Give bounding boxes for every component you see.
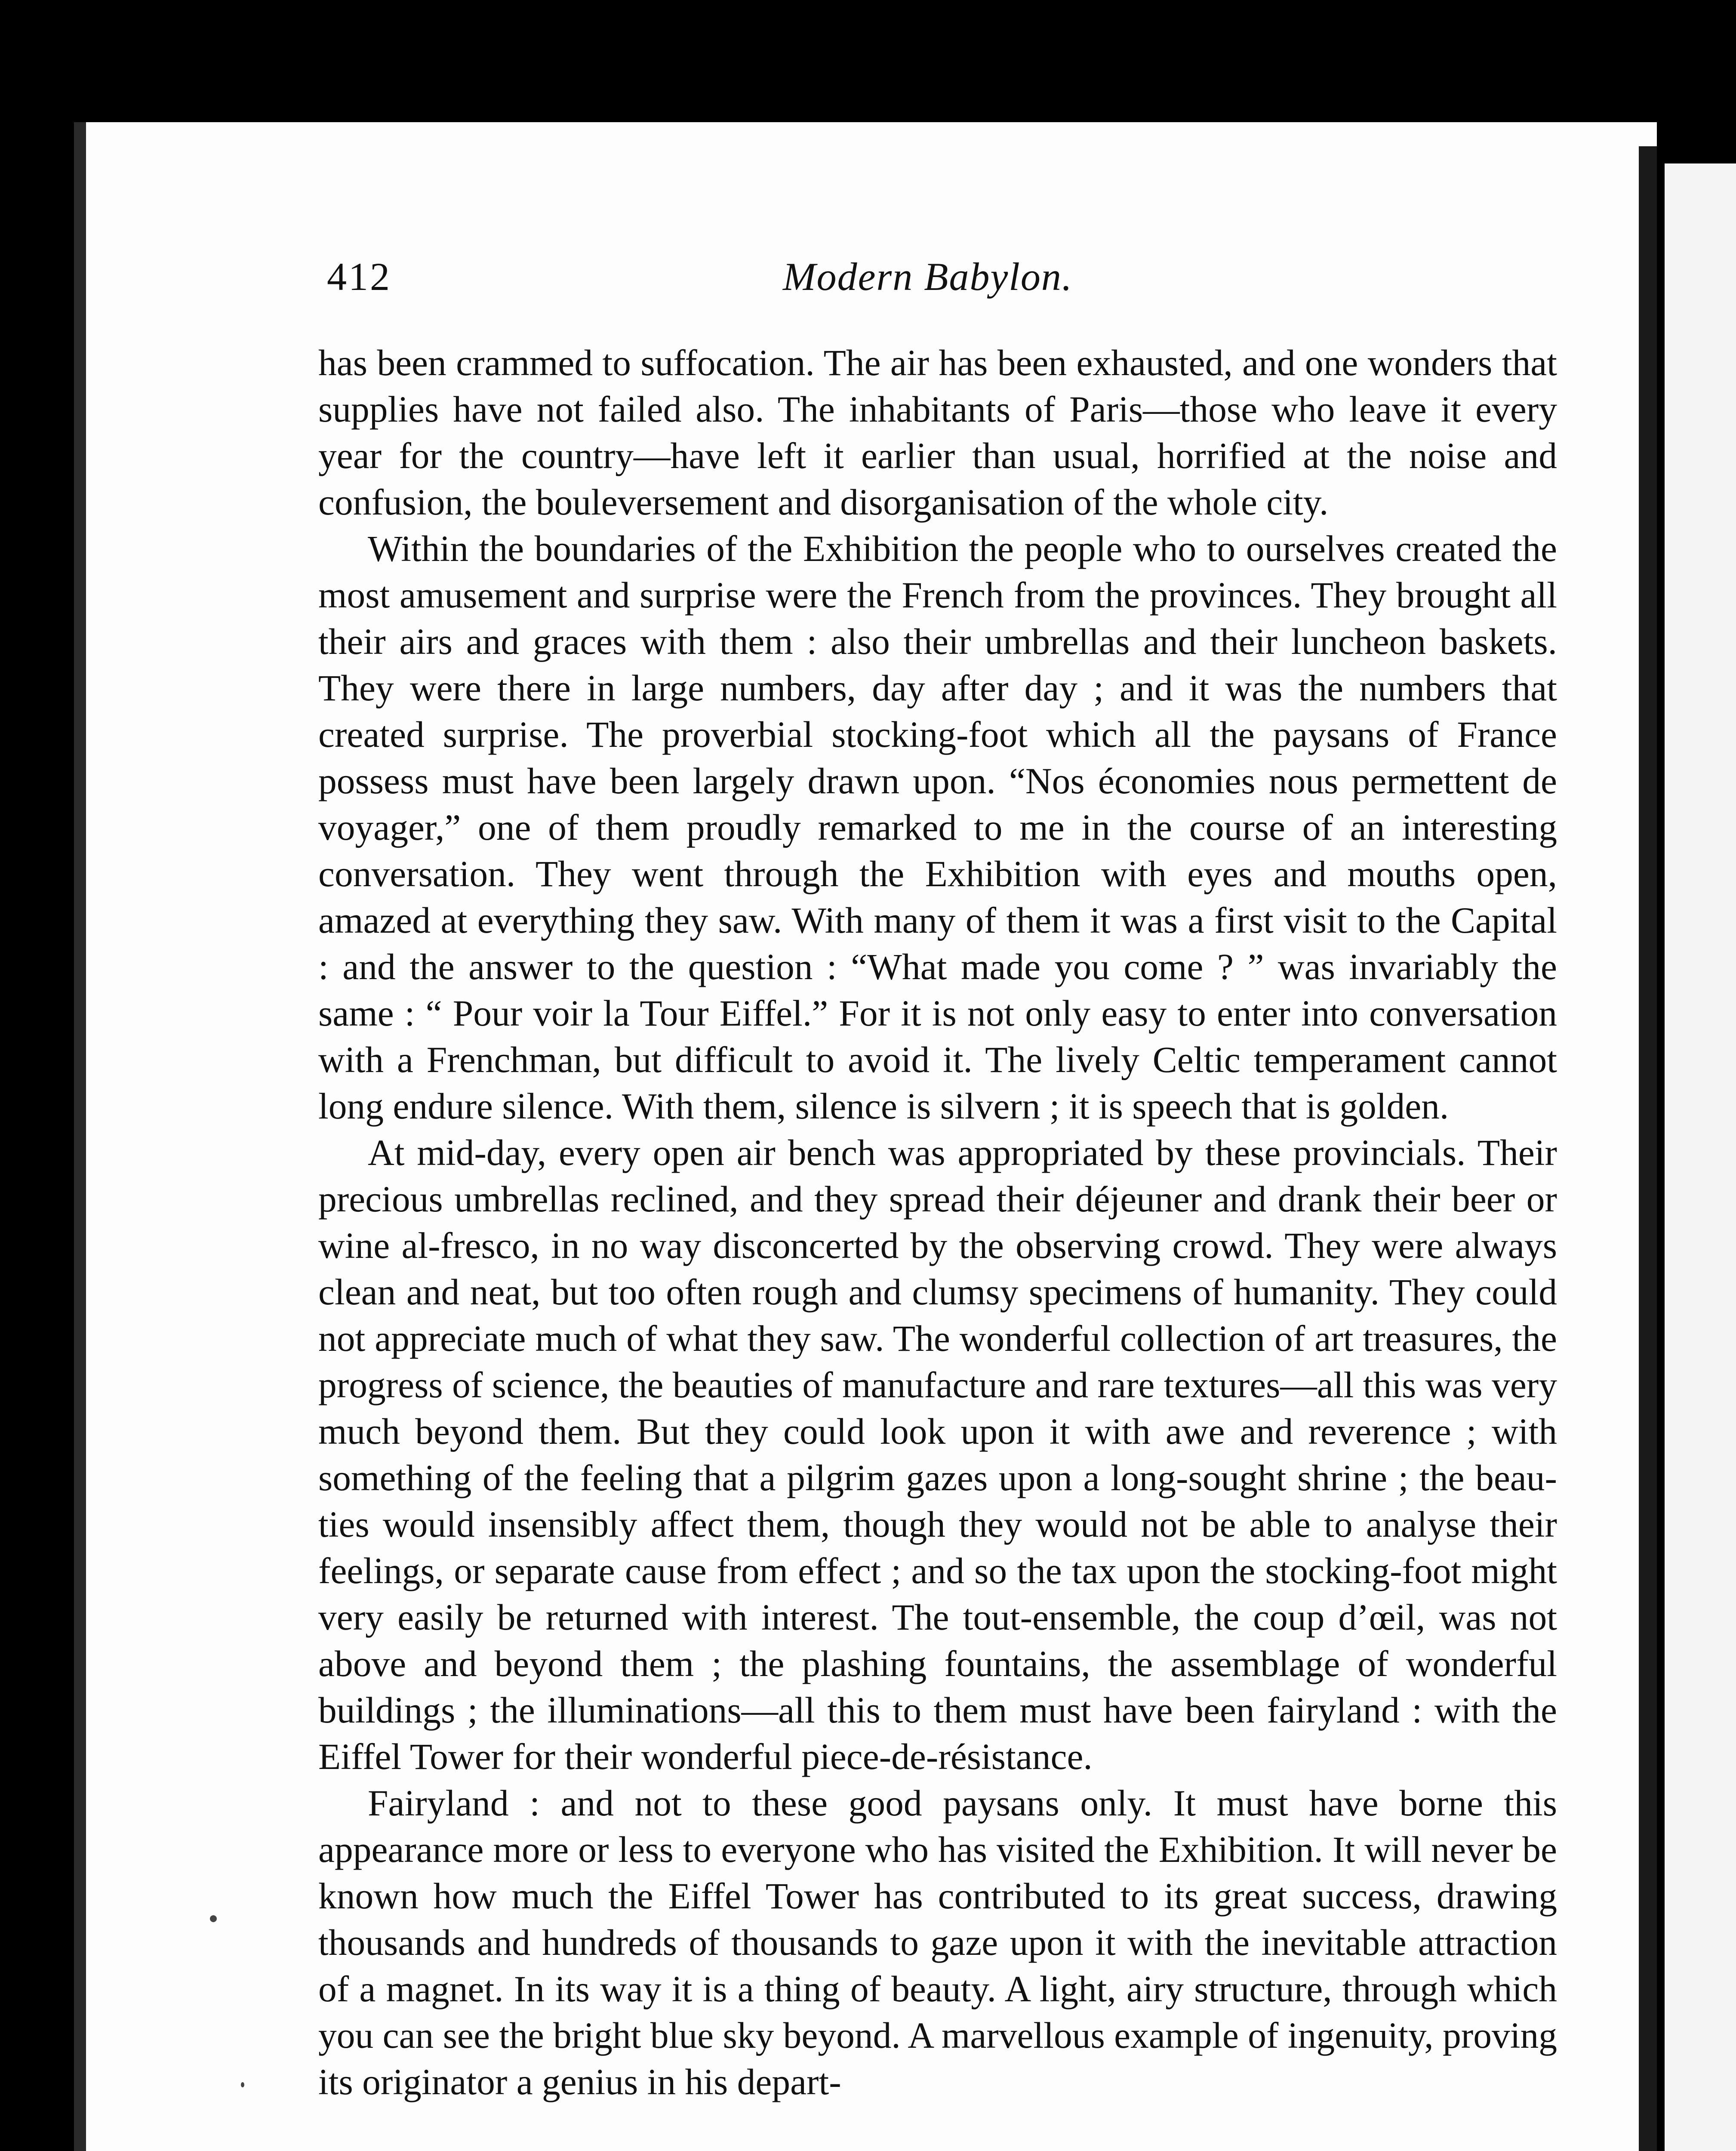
body-text — [318, 340, 1557, 2105]
margin-speck — [241, 2082, 244, 2087]
running-head — [327, 254, 1566, 305]
page-number: 412 — [327, 255, 391, 299]
paragraph-1: has been crammed to suffocation. The air has been exhausted, and one wonders that supplies have not failed also. The inhabitants of Paris—those who leave it every year for the country—have left it earlier than usual, horrified at the noise and confusion, the bouleversement and disorganisation of the whole city. — [318, 343, 1557, 523]
page-edge-shadow — [1639, 146, 1657, 2151]
running-title: Modern Babylon. — [783, 255, 1073, 299]
next-page-edge — [1665, 163, 1736, 2151]
paragraph-2: Within the boundaries of the Exhibition the people who to ourselves created the most amusement and surprise were the French from the provinces. They brought all their airs and graces with them : also their umbrellas and their luncheon baskets. They were there in large numbers, day after day ; and it was the numbers that created surprise. The proverbial stocking-foot which all the paysans of France possess must have been largely drawn upon. “Nos économies nous permettent de voyager,” one of them proudly remarked to me in the course of an interesting conversation. They went through the Exhibition with eyes and mouths open, amazed at everything they saw. With many of them it was a first visit to the Capital : and the answer to the question : “What made you come ? ” was invariably the same : “ Pour voir la Tour Eiffel.” For it is not only easy to enter into conversation with a Frenchman, but difficult to avoid it. The lively Celtic temperament cannot long endure silence. With them, silence is silvern ; it is speech that is golden. — [318, 529, 1557, 1127]
paragraph-3: At mid-day, every open air bench was appropriated by these provincials. Their precious umbrellas reclined, and they spread their déjeuner and drank their beer or wine al-fresco, in no way disconcerted by the observing crowd. They were always clean and neat, but too often rough and clumsy specimens of humanity. They could not appreciate much of what they saw. The wonderful collection of art treasures, the progress of science, the beauties of manufacture and rare textures—all this was very much beyond them. But they could look upon it with awe and reverence ; with something of the feeling that a pilgrim gazes upon a long-sought shrine ; the beauties would insensibly affect them, though they would not be able to analyse their feelings, or separate cause from effect ; and so the tax upon the stocking-foot might very easily be returned with interest. The tout-ensemble, the coup d’œil, was not above and beyond them ; the plashing fountains, the assemblage of wonderful buildings ; the illuminations—all this to them must have been fairyland : with the Eiffel Tower for their wonderful piece-de-résistance. — [318, 1133, 1557, 1777]
paragraph-4: Fairyland : and not to these good paysans only. It must have borne this appearance more or less to everyone who has visited the Exhibition. It will never be known how much the Eiffel Tower has contributed to its great success, drawing thousands and hundreds of thousands to gaze upon it with the inevitable attraction of a magnet. In its way it is a thing of beauty. A light, airy structure, through which you can see the bright blue sky beyond. A marvellous example of ingenuity, proving its originator a genius in his depart- — [318, 1783, 1557, 2102]
margin-speck — [210, 1915, 217, 1922]
